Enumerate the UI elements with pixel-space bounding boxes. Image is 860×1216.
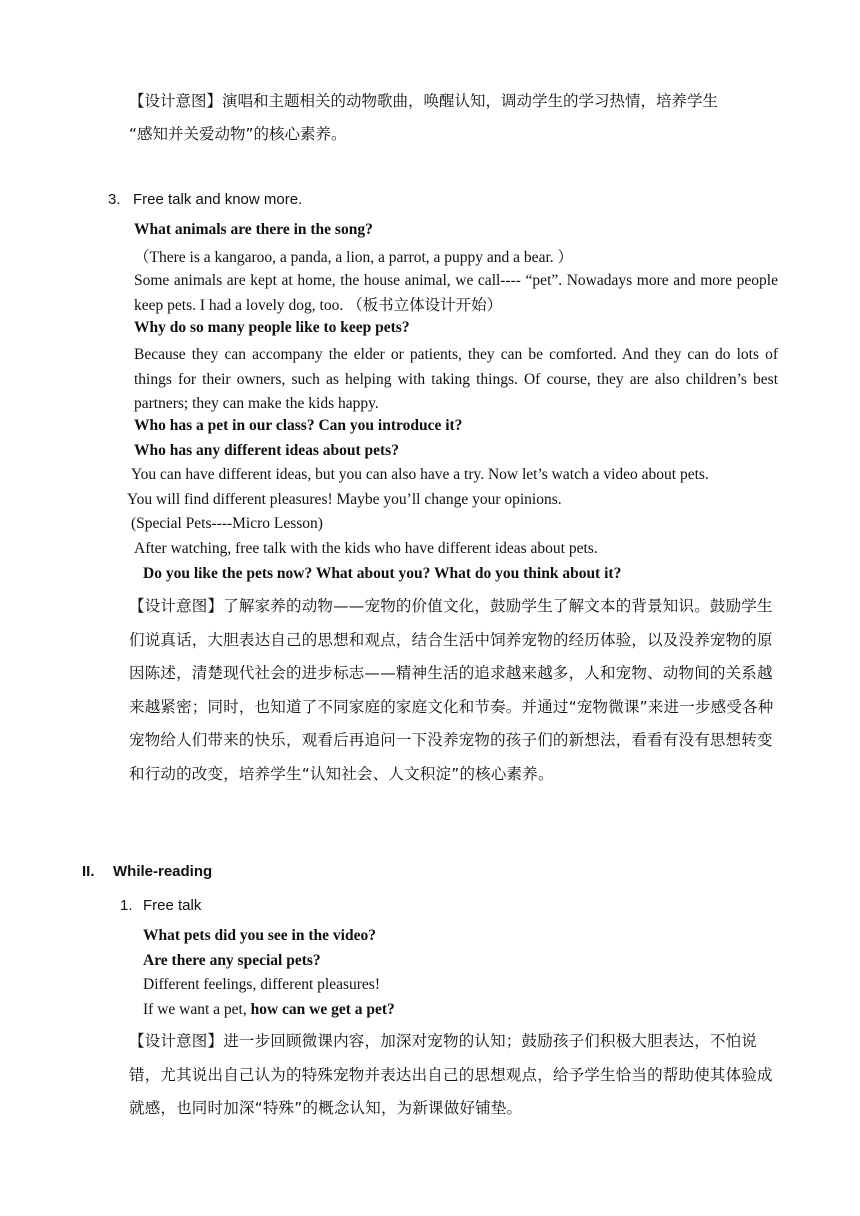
while-reading-number: II.	[82, 863, 95, 880]
while-get-pet-line	[143, 1001, 395, 1019]
free-talk-title: Free talk	[143, 897, 202, 914]
section3-number: 3.	[108, 191, 121, 208]
section3-after-watching: After watching, free talk with the kids who have different ideas about pets.	[134, 540, 598, 557]
section3-design-note: 【设计意图】了解家养的动物——宠物的价值文化，鼓励学生了解文本的背景知识。鼓励学生们说真话，大胆表达自己的思想和观点，结合生活中饲养宠物的经历体验，以及没养宠物的原因陈述，清楚现代社会的进步标志——精神生活的追求越来越多，人和宠物、动物间的关系越来越紧密；同时，也知道了不同家庭的家庭文化和节奏。并通过“宠物微课”来进一步感受各种宠物给人们带来的快乐，观看后再追问一下没养宠物的孩子们的新想法，看看有没有思想转变和行动的改变，培养学生“认知社会、人文积淀”的核心素养。	[129, 597, 774, 783]
while-reading-title: While-reading	[113, 863, 213, 880]
section3-question-animals: What animals are there in the song?	[134, 221, 373, 238]
while-different-feelings: Different feelings, different pleasures!	[143, 976, 380, 993]
while-get-pet-plain: If we want a pet,	[143, 1001, 251, 1018]
while-question-pets-video: What pets did you see in the video?	[143, 927, 376, 944]
while-get-pet-bold: how can we get a pet?	[250, 1001, 395, 1018]
section3-title: Free talk and know more.	[133, 191, 303, 208]
intro-note-line2: “感知并关爱动物”的核心素养。	[129, 125, 347, 143]
section3-question-who-has-pet: Who has a pet in our class? Can you introduce it?	[134, 417, 463, 434]
section3-micro-lesson: (Special Pets----Micro Lesson)	[131, 515, 323, 532]
section3-reasons-paragraph: Because they can accompany the elder or patients, they can be comforted. And they can do lots of things for their owners, such as helping with taking things. Of course, they are also children’s best partners; they can make the kids happy.	[134, 346, 778, 412]
section3-question-why-pets: Why do so many people like to keep pets?	[134, 319, 410, 336]
section3-question-different-ideas: Who has any different ideas about pets?	[134, 442, 399, 459]
section3-answer-animals: （There is a kangaroo, a panda, a lion, a parrot, a puppy and a bear. ）	[134, 249, 574, 266]
section3-try-line2: You will find different pleasures! Maybe you’ll change your opinions.	[127, 491, 562, 508]
section3-question-like-pets: Do you like the pets now? What about you? What do you think about it?	[143, 565, 622, 582]
while-reading-design-note: 【设计意图】进一步回顾微课内容，加深对宠物的认知；鼓励孩子们积极大胆表达，不怕说错，尤其说出自己认为的特殊宠物并表达出自己的思想观点，给予学生恰当的帮助使其体验成就感，也同时加深“特殊”的概念认知，为新课做好铺垫。	[129, 1032, 773, 1117]
free-talk-number: 1.	[120, 897, 133, 914]
section3-pets-paragraph: Some animals are kept at home, the house animal, we call---- “pet”. Nowadays more and more people keep pets. I had a lovely dog, too. （板书立体设计开始）	[134, 272, 778, 314]
intro-note-line1: 【设计意图】演唱和主题相关的动物歌曲，唤醒认知，调动学生的学习热情，培养学生	[129, 92, 719, 110]
section3-try-line1: You can have different ideas, but you can also have a try. Now let’s watch a video about pets.	[131, 466, 709, 483]
while-question-special-pets: Are there any special pets?	[143, 952, 321, 969]
